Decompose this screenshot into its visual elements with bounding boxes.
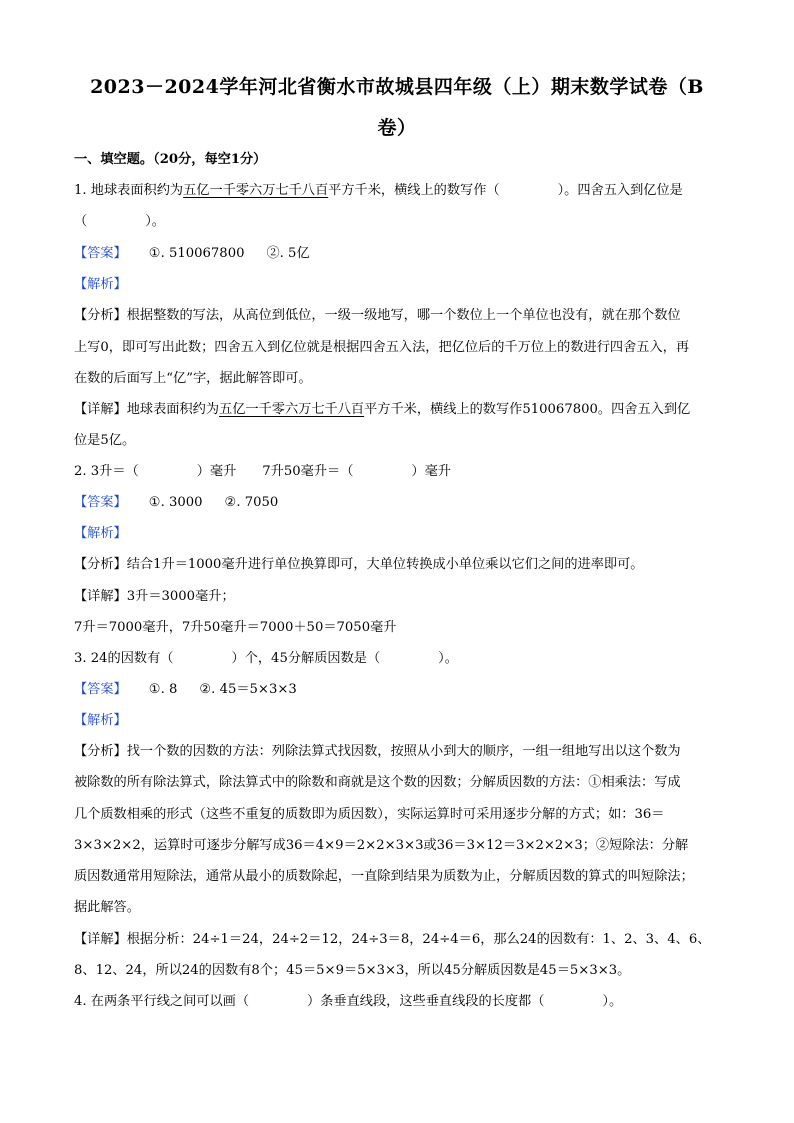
q3-answer: 【答案】 ①. 8 ②. 45＝5×3×3 <box>74 682 297 697</box>
q1-detail-line2: 位是5亿。 <box>74 433 136 448</box>
exam-title-line2: 卷） <box>377 117 417 139</box>
q2-jiexi-tag: 【解析】 <box>74 526 127 541</box>
q1-underlined-number-words: 五亿一千零六万七千八百 <box>183 183 329 198</box>
q2-analysis: 【分析】结合1升＝1000毫升进行单位换算即可，大单位转换成小单位乘以它们之间的进率即可。 <box>74 557 644 572</box>
q1-stem-line2: （ ）。 <box>74 214 165 229</box>
q3-analysis-line1: 【分析】找一个数的因数的方法：列除法算式找因数，按照从小到大的顺序，一组一组地写出以这个数为 <box>74 744 681 759</box>
q3-analysis-line2: 被除数的所有除法算式，除法算式中的除数和商就是这个数的因数；分解质因数的方法：①相乘法：写成 <box>74 775 681 790</box>
q3-jiexi-tag: 【解析】 <box>74 713 127 728</box>
q1-detail-line1: 【详解】地球表面积约为五亿一千零六万七千八百平方千米，横线上的数写作510067800。四舍五入到亿 <box>74 402 691 417</box>
q1-analysis-line1: 【分析】根据整数的写法，从高位到低位，一级一级地写，哪一个数位上一个单位也没有，就在那个数位 <box>74 308 681 323</box>
exam-title-line1: 2023－2024学年河北省衡水市故城县四年级（上）期末数学试卷（B <box>90 76 704 98</box>
q1-answer: 【答案】 ①. 510067800 ②. 5亿 <box>74 246 310 261</box>
q1-analysis-line3: 在数的后面写上“亿”字，据此解答即可。 <box>74 371 312 386</box>
q3-analysis-line4: 3×3×2×2，运算时可逐步分解写成36＝4×9＝2×2×3×3或36＝3×12＝3×2×2×3；②短除法：分解 <box>74 838 689 853</box>
q2-answer: 【答案】 ①. 3000 ②. 7050 <box>74 495 279 510</box>
q2-detail-line2: 7升＝7000毫升，7升50毫升＝7000＋50＝7050毫升 <box>74 620 397 635</box>
q3-analysis-line3: 几个质数相乘的形式（这些不重复的质数即为质因数），实际运算时可采用逐步分解的方式；如：36＝ <box>74 807 665 822</box>
q3-analysis-line6: 据此解答。 <box>74 900 140 915</box>
q3-detail-line1: 【详解】根据分析：24÷1＝24，24÷2＝12，24÷3＝8，24÷4＝6，那么24的因数有：1、2、3、4、6、 <box>74 932 711 947</box>
q1-stem-line1: 1. 地球表面积约为五亿一千零六万七千八百平方千米，横线上的数写作（ ）。四舍五入到亿位是 <box>74 183 683 198</box>
q3-analysis-line5: 质因数通常用短除法，通常从最小的质数除起，一直除到结果为质数为止，分解质因数的算式的叫短除法； <box>74 869 694 884</box>
q1-jiexi-tag: 【解析】 <box>74 277 127 292</box>
answer-tag: 【答案】 <box>74 246 127 261</box>
q3-stem: 3. 24的因数有（ ）个，45分解质因数是（ ）。 <box>74 651 458 666</box>
section-heading-fill-blank: 一、填空题。（20分，每空1分） <box>74 152 267 167</box>
q4-stem: 4. 在两条平行线之间可以画（ ）条垂直线段，这些垂直线段的长度都（ ）。 <box>74 994 623 1009</box>
q2-stem: 2. 3升＝（ ）毫升 7升50毫升＝（ ）毫升 <box>74 464 451 479</box>
q2-detail-line1: 【详解】3升＝3000毫升； <box>74 589 235 604</box>
q1-analysis-line2: 上写0，即可写出此数；四舍五入到亿位就是根据四舍五入法，把亿位后的千万位上的数进行四舍五入，再 <box>74 340 690 355</box>
q3-detail-line2: 8、12、24，所以24的因数有8个；45＝5×9＝5×3×3，所以45分解质因数是45＝5×3×3。 <box>74 963 631 978</box>
